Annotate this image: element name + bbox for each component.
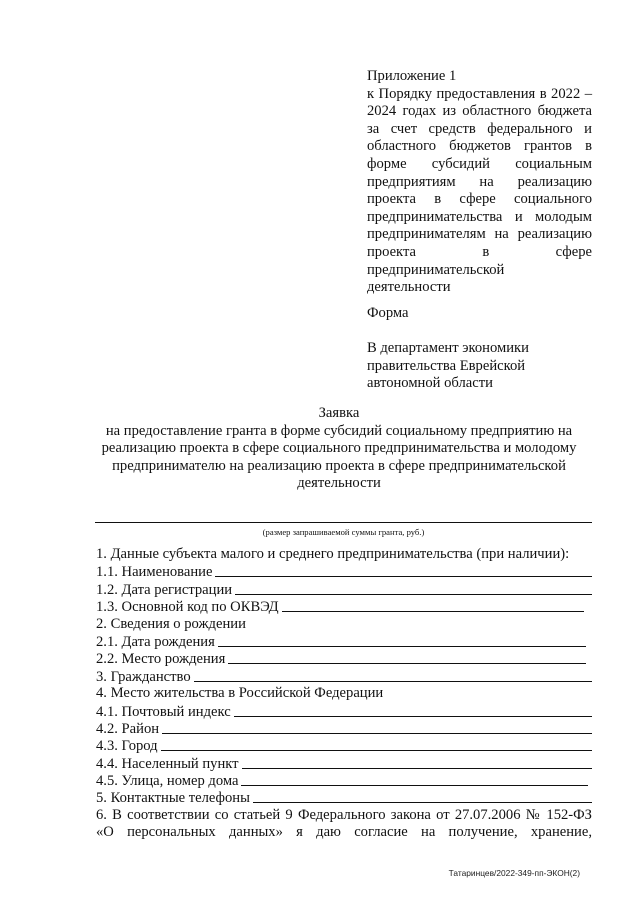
appendix-line: деятельности [367, 279, 451, 296]
citizenship-input-line[interactable] [194, 669, 592, 682]
application-fields [96, 546, 592, 842]
district-input-line[interactable] [162, 721, 592, 734]
appendix-line: к Порядку предоставления в 2022 – [367, 85, 592, 102]
document-registration-code: Татаринцев/2022-349-пп-ЭКОН(2) [448, 868, 580, 878]
field-label: 4.5. Улица, номер дома [96, 773, 239, 790]
field-phones-row [96, 789, 592, 806]
phones-input-line[interactable] [253, 790, 592, 803]
title-heading: Заявка [318, 405, 360, 421]
field-label: 2.1. Дата рождения [96, 633, 215, 650]
field-label: 1.1. Наименование [96, 564, 213, 581]
appendix-block [367, 68, 592, 297]
field-birth-date-row [96, 633, 592, 650]
field-label: 4.4. Населенный пункт [96, 755, 239, 772]
field-label: 4. Место жительства в Российской Федерации [96, 685, 384, 702]
street-input-line[interactable] [241, 773, 588, 786]
field-citizenship-row [96, 668, 592, 685]
field-label: 2. Сведения о рождении [96, 615, 246, 632]
birth-place-input-line[interactable] [228, 651, 586, 664]
appendix-line: за счет средств федерального и [367, 120, 592, 137]
appendix-line: проекта в сфере [367, 243, 592, 260]
field-label: 1.2. Дата регистрации [96, 581, 233, 598]
title-line: предпринимателю на реализацию проекта в сфере предпринимательской [112, 457, 566, 474]
field-label: 1. Данные субъекта малого и среднего предпринимательства (при наличии): [96, 546, 570, 562]
field-label: 3. Гражданство [96, 668, 191, 685]
field-label: 4.3. Город [96, 738, 158, 755]
field-city-row [96, 737, 592, 754]
appendix-line: 2024 годах из областного бюджета [367, 103, 592, 120]
city-input-line[interactable] [161, 738, 592, 751]
okved-input-line[interactable] [282, 599, 584, 612]
appendix-line: Приложение 1 [367, 68, 457, 84]
title-line: реализацию проекта в сфере социального предпринимательства и молодому [101, 440, 577, 457]
consent-paragraph-line: 6. В соответствии со статьей 9 Федерального закона от 27.07.2006 № 152-ФЗ [96, 806, 592, 823]
appendix-line: предпринимательской [367, 261, 505, 278]
appendix-line: предпринимателям на реализацию [367, 226, 592, 243]
field-registration-date-row [96, 581, 592, 598]
addressee-block [367, 340, 592, 393]
field-name-row [96, 563, 592, 580]
section-birth-info [96, 616, 592, 633]
postal-code-input-line[interactable] [234, 704, 592, 717]
appendix-line: областного бюджетов грантов в [367, 138, 592, 155]
field-district-row [96, 720, 592, 737]
field-birth-place-row [96, 650, 592, 667]
addressee-line: правительства Еврейской [367, 357, 526, 374]
registration-date-input-line[interactable] [235, 582, 592, 595]
field-label: 5. Контактные телефоны [96, 790, 250, 807]
document-title [88, 405, 590, 493]
grant-amount-caption: (размер запрашиваемой суммы гранта, руб.) [262, 527, 425, 537]
settlement-input-line[interactable] [242, 756, 592, 769]
field-label: 4.2. Район [96, 720, 160, 737]
field-postal-code-row [96, 703, 592, 720]
form-label: Форма [367, 305, 409, 321]
birth-date-input-line[interactable] [218, 634, 586, 647]
appendix-line: проекта в сфере социального [367, 191, 592, 208]
appendix-line: предприятиям на реализацию [367, 173, 592, 190]
field-label: 1.3. Основной код по ОКВЭД [96, 599, 279, 616]
field-street-row [96, 772, 592, 789]
field-label: 4.1. Почтовый индекс [96, 703, 231, 720]
addressee-line: автономной области [367, 375, 493, 392]
name-input-line[interactable] [215, 564, 592, 577]
addressee-line: В департамент экономики [367, 340, 529, 356]
field-settlement-row [96, 755, 592, 772]
consent-paragraph-line: «О персональных данных» я даю согласие на получение, хранение, [96, 824, 592, 841]
field-okved-row [96, 598, 592, 615]
section-residence [96, 685, 592, 702]
title-line: деятельности [297, 475, 381, 492]
section-sme-data [96, 546, 592, 563]
grant-amount-field[interactable] [95, 522, 592, 523]
appendix-line: форме субсидий социальным [367, 155, 592, 172]
field-label: 2.2. Место рождения [96, 651, 226, 668]
appendix-line: предпринимательства и молодым [367, 208, 592, 225]
title-line: на предоставление гранта в форме субсидий социальному предприятию на [105, 422, 573, 439]
